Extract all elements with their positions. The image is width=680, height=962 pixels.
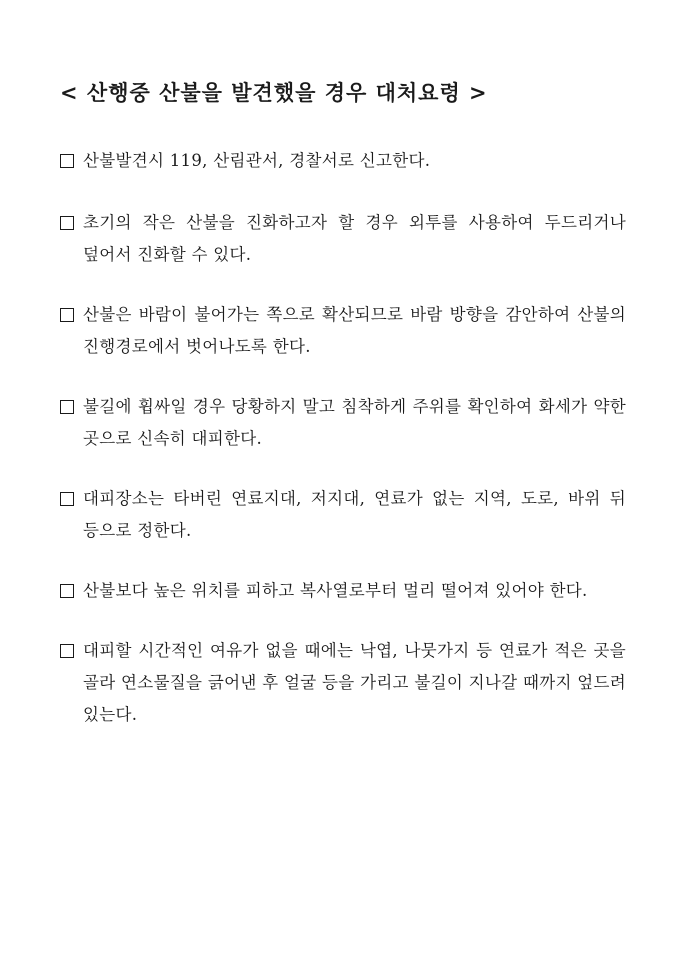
list-item <box>60 145 626 177</box>
checkbox-icon <box>60 584 74 598</box>
checkbox-icon <box>60 644 74 658</box>
list-item <box>60 391 626 455</box>
checkbox-icon <box>60 492 74 506</box>
checkbox-icon <box>60 308 74 322</box>
list-item-text: 초기의 작은 산불을 진화하고자 할 경우 외투를 사용하여 두드리거나 덮어서 진화할 수 있다. <box>83 213 626 264</box>
document-title: < 산행중 산불을 발견했을 경우 대처요령 > <box>60 80 488 105</box>
instruction-list <box>60 145 626 759</box>
list-item-text: 산불보다 높은 위치를 피하고 복사열로부터 멀리 떨어져 있어야 한다. <box>83 581 588 600</box>
list-item-text: 불길에 휩싸일 경우 당황하지 말고 침착하게 주위를 확인하여 화세가 약한 곳으로 신속히 대피한다. <box>83 397 626 448</box>
list-item-text: 산불발견시 119, 산림관서, 경찰서로 신고한다. <box>83 151 431 170</box>
list-item <box>60 483 626 547</box>
checkbox-icon <box>60 400 74 414</box>
checkbox-icon <box>60 154 74 168</box>
list-item-text: 대피할 시간적인 여유가 없을 때에는 낙엽, 나뭇가지 등 연료가 적은 곳을 골라 연소물질을 긁어낸 후 얼굴 등을 가리고 불길이 지나갈 때까지 엎드려 있는다. <box>83 641 626 724</box>
checkbox-icon <box>60 216 74 230</box>
list-item <box>60 207 626 271</box>
list-item <box>60 635 626 731</box>
list-item-text: 대피장소는 타버린 연료지대, 저지대, 연료가 없는 지역, 도로, 바위 뒤 등으로 정한다. <box>83 489 626 540</box>
list-item-text: 산불은 바람이 불어가는 쪽으로 확산되므로 바람 방향을 감안하여 산불의 진행경로에서 벗어나도록 한다. <box>83 305 626 356</box>
list-item <box>60 575 626 607</box>
list-item <box>60 299 626 363</box>
